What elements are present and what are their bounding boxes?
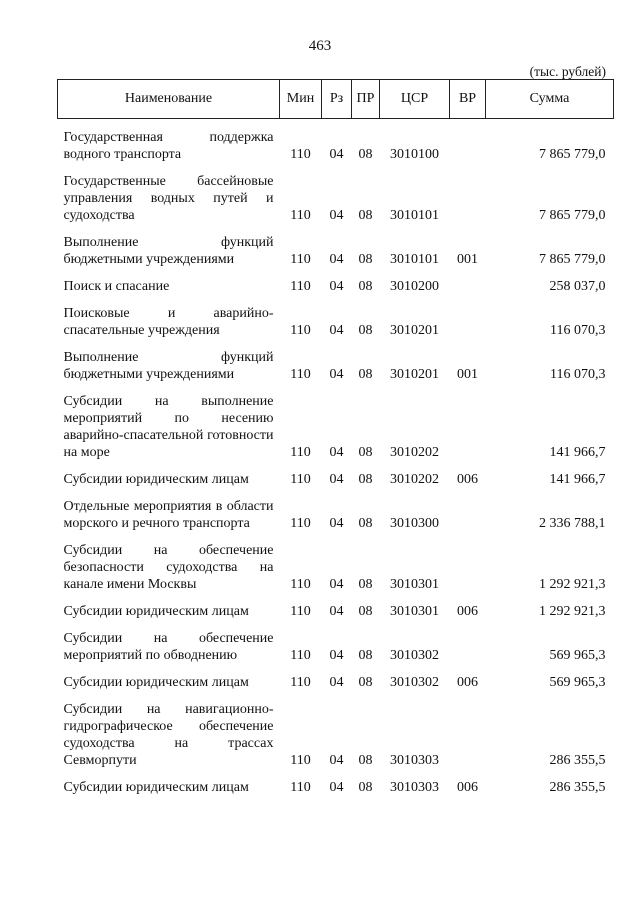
cell-pr: 08	[358, 675, 373, 690]
cell-csr: 3010100	[390, 147, 439, 162]
budget-table	[57, 79, 614, 796]
cell-min: 110	[290, 208, 311, 223]
cell-pr: 08	[358, 753, 373, 768]
header-name: Наименование	[58, 80, 280, 119]
table-header-row	[58, 80, 614, 119]
table-row	[58, 593, 614, 620]
cell-pr: 08	[358, 445, 373, 460]
cell-pr: 08	[358, 516, 373, 531]
header-sum: Сумма	[486, 80, 614, 119]
cell-rz: 04	[329, 675, 344, 690]
header-vr: ВР	[450, 80, 486, 119]
cell-csr: 3010201	[390, 323, 439, 338]
cell-sum: 2 336 788,1	[539, 516, 606, 531]
cell-pr: 08	[358, 472, 373, 487]
cell-name: Поисковые и аварийно-спасательные учреждения	[63, 306, 274, 338]
cell-rz: 04	[329, 472, 344, 487]
cell-rz: 04	[329, 604, 344, 619]
cell-min: 110	[290, 753, 311, 768]
cell-sum: 141 966,7	[549, 472, 606, 487]
cell-sum: 116 070,3	[550, 367, 606, 382]
cell-name: Субсидии на обеспечение мероприятий по обводнению	[63, 631, 274, 663]
cell-sum: 1 292 921,3	[539, 604, 606, 619]
cell-sum: 141 966,7	[549, 445, 606, 460]
cell-csr: 3010202	[390, 445, 439, 460]
cell-vr: 006	[457, 780, 478, 795]
cell-pr: 08	[358, 648, 373, 663]
cell-name: Субсидии на выполнение мероприятий по несению аварийно-спасательной готовности на море	[63, 394, 274, 460]
cell-vr	[450, 163, 486, 224]
cell-csr: 3010303	[390, 780, 439, 795]
cell-sum: 569 965,3	[549, 648, 606, 663]
cell-vr	[450, 488, 486, 532]
cell-csr: 3010101	[390, 208, 439, 223]
cell-rz: 04	[329, 367, 344, 382]
cell-vr	[450, 383, 486, 461]
table-row	[58, 295, 614, 339]
cell-min: 110	[290, 147, 311, 162]
cell-csr: 3010301	[390, 577, 439, 592]
cell-csr: 3010301	[390, 604, 439, 619]
cell-csr: 3010101	[390, 252, 439, 267]
cell-sum: 258 037,0	[549, 279, 606, 294]
table-row	[58, 339, 614, 383]
cell-sum: 7 865 779,0	[539, 147, 606, 162]
cell-rz: 04	[329, 252, 344, 267]
cell-rz: 04	[329, 753, 344, 768]
cell-csr: 3010302	[390, 648, 439, 663]
header-pr: ПР	[352, 80, 380, 119]
table-row	[58, 119, 614, 164]
header-rz: Рз	[322, 80, 352, 119]
table-row	[58, 488, 614, 532]
cell-min: 110	[290, 367, 311, 382]
cell-name: Субсидии юридическим лицам	[63, 472, 249, 487]
cell-min: 110	[290, 675, 311, 690]
table-row	[58, 769, 614, 796]
cell-vr: 001	[457, 252, 478, 267]
cell-name: Субсидии на обеспечение безопасности судоходства на канале имени Москвы	[63, 543, 274, 592]
cell-pr: 08	[358, 323, 373, 338]
cell-pr: 08	[358, 604, 373, 619]
cell-min: 110	[290, 577, 311, 592]
cell-rz: 04	[329, 208, 344, 223]
table-row	[58, 691, 614, 769]
cell-pr: 08	[358, 252, 373, 267]
cell-vr: 001	[457, 367, 478, 382]
table-row	[58, 268, 614, 295]
cell-name: Субсидии юридическим лицам	[63, 604, 249, 619]
cell-rz: 04	[329, 648, 344, 663]
table-row	[58, 461, 614, 488]
cell-pr: 08	[358, 147, 373, 162]
cell-sum: 286 355,5	[549, 753, 606, 768]
cell-pr: 08	[358, 208, 373, 223]
cell-vr: 006	[457, 604, 478, 619]
cell-min: 110	[290, 648, 311, 663]
cell-min: 110	[290, 472, 311, 487]
cell-rz: 04	[329, 577, 344, 592]
cell-vr	[450, 119, 486, 164]
cell-min: 110	[290, 516, 311, 531]
table-row	[58, 224, 614, 268]
cell-name: Отдельные мероприятия в области морского и речного транспорта	[63, 499, 274, 531]
table-row	[58, 664, 614, 691]
cell-pr: 08	[358, 279, 373, 294]
cell-rz: 04	[329, 279, 344, 294]
cell-vr	[450, 532, 486, 593]
cell-min: 110	[290, 279, 311, 294]
table-row	[58, 532, 614, 593]
cell-csr: 3010200	[390, 279, 439, 294]
cell-csr: 3010202	[390, 472, 439, 487]
cell-csr: 3010300	[390, 516, 439, 531]
cell-rz: 04	[329, 445, 344, 460]
cell-rz: 04	[329, 516, 344, 531]
header-min: Мин	[280, 80, 322, 119]
units-note: (тыс. рублей)	[529, 64, 606, 79]
cell-name: Государственные бассейновые управления водных путей и судоходства	[63, 174, 274, 223]
header-csr: ЦСР	[380, 80, 450, 119]
cell-min: 110	[290, 252, 311, 267]
cell-min: 110	[290, 323, 311, 338]
cell-sum: 569 965,3	[549, 675, 606, 690]
cell-vr: 006	[457, 472, 478, 487]
cell-name: Государственная поддержка водного транспорта	[63, 130, 274, 162]
cell-vr	[450, 295, 486, 339]
page-number: 463	[308, 38, 332, 54]
cell-sum: 7 865 779,0	[539, 252, 606, 267]
cell-vr	[450, 268, 486, 295]
cell-pr: 08	[358, 780, 373, 795]
cell-min: 110	[290, 780, 311, 795]
cell-vr: 006	[457, 675, 478, 690]
cell-rz: 04	[329, 323, 344, 338]
cell-pr: 08	[358, 577, 373, 592]
table-row	[58, 620, 614, 664]
cell-csr: 3010201	[390, 367, 439, 382]
table-row	[58, 163, 614, 224]
cell-min: 110	[290, 604, 311, 619]
cell-sum: 1 292 921,3	[539, 577, 606, 592]
cell-pr: 08	[358, 367, 373, 382]
cell-csr: 3010303	[390, 753, 439, 768]
cell-name: Субсидии на навигационно-гидрографическое обеспечение судоходства на трассах Севморпути	[63, 702, 274, 768]
cell-name: Субсидии юридическим лицам	[63, 780, 249, 795]
cell-sum: 286 355,5	[549, 780, 606, 795]
cell-vr	[450, 691, 486, 769]
table-row	[58, 383, 614, 461]
cell-name: Выполнение функций бюджетными учреждениями	[63, 235, 274, 267]
cell-vr	[450, 620, 486, 664]
cell-min: 110	[290, 445, 311, 460]
cell-name: Субсидии юридическим лицам	[63, 675, 249, 690]
cell-name: Выполнение функций бюджетными учреждениями	[63, 350, 274, 382]
cell-rz: 04	[329, 780, 344, 795]
cell-csr: 3010302	[390, 675, 439, 690]
cell-rz: 04	[329, 147, 344, 162]
cell-sum: 7 865 779,0	[539, 208, 606, 223]
cell-name: Поиск и спасание	[63, 279, 170, 294]
cell-sum: 116 070,3	[550, 323, 606, 338]
